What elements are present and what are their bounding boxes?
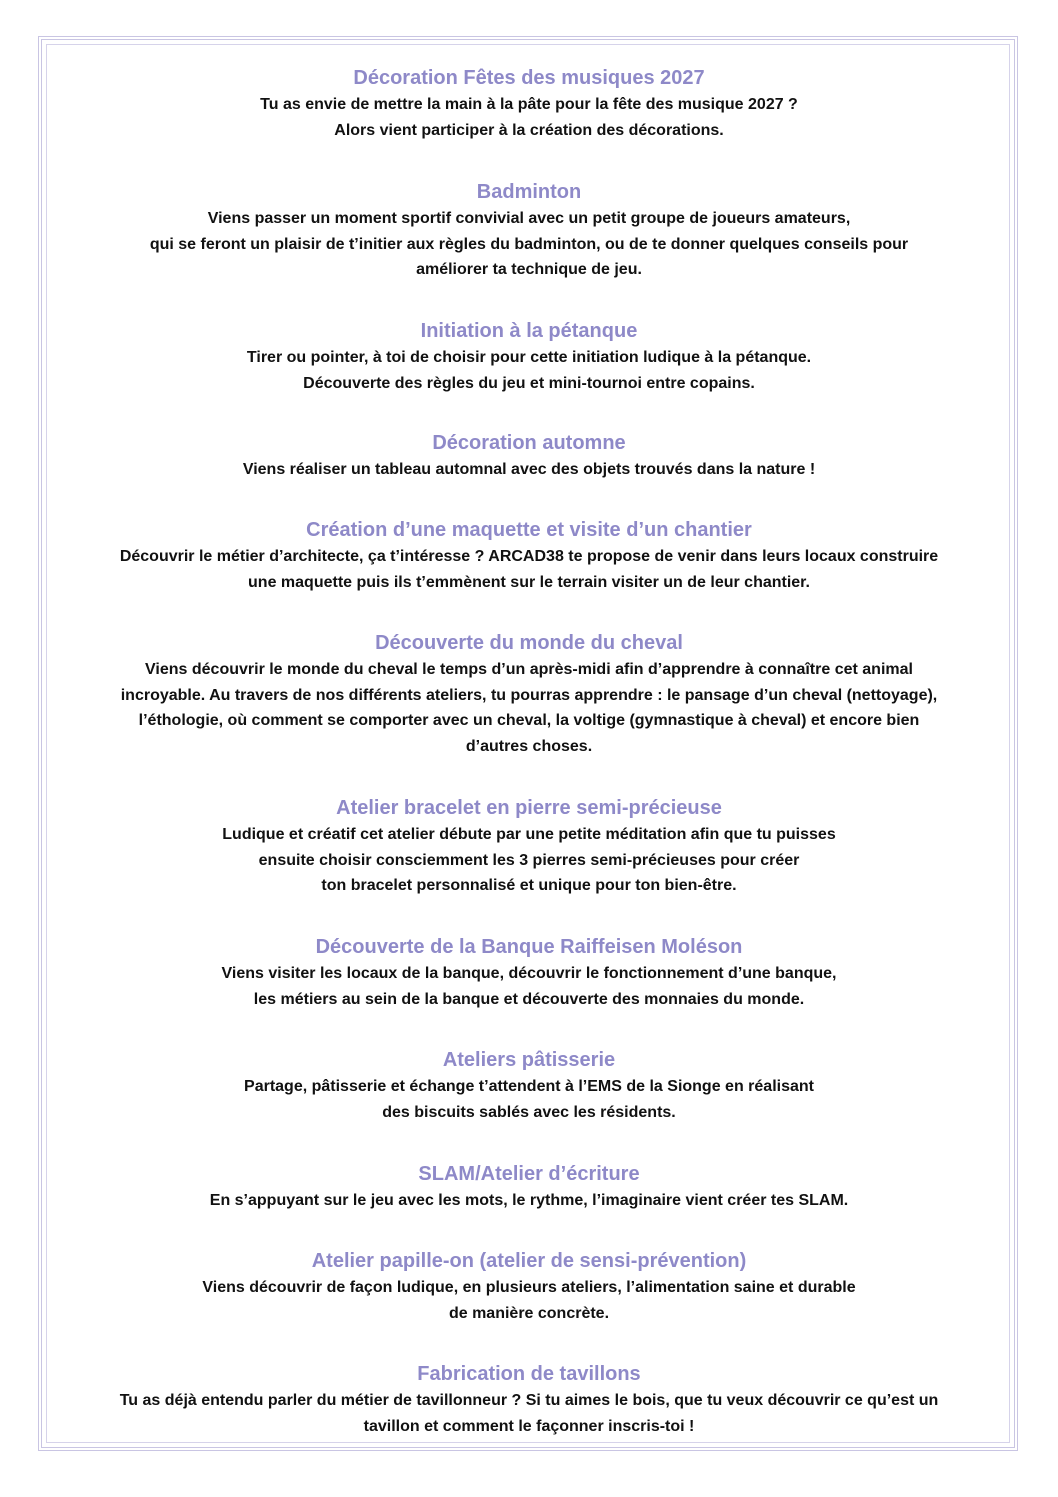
section-line: d’autres choses. [465, 737, 593, 755]
section-line: Viens découvrir le monde du cheval le temps d’un après-midi afin d’apprendre à connaître cet animal [145, 661, 913, 678]
section-body [46, 657, 1012, 759]
section-line: tavillon et comment le façonner inscris-toi ! [363, 1417, 695, 1435]
section-line: améliorer ta technique de jeu. [416, 261, 642, 278]
section-badminton [46, 178, 1012, 283]
section-line: Partage, pâtisserie et échange t’attendent à l’EMS de la Sionge en réalisant [244, 1078, 814, 1095]
section-line: incroyable. Au travers de nos différents ateliers, tu pourras apprendre : le pansage d’un cheval (nettoyage), [120, 686, 938, 704]
section-patisserie [46, 1046, 1012, 1125]
section-line: de manière concrète. [448, 1304, 610, 1322]
section-banque-raiffeisen [46, 933, 1012, 1012]
section-line: Ludique et créatif cet atelier débute par une petite méditation afin que tu puisses [222, 826, 836, 843]
section-monde-cheval [46, 629, 1012, 759]
section-line: Découverte des règles du jeu et mini-tournoi entre copains. [303, 374, 755, 392]
section-title: SLAM/Atelier d’écriture [418, 1163, 640, 1185]
section-body [46, 1388, 1012, 1439]
section-body [46, 822, 1012, 899]
section-line: Viens réaliser un tableau automnal avec des objets trouvés dans la nature ! [242, 461, 816, 478]
section-title: Fabrication de tavillons [417, 1363, 641, 1385]
section-line: les métiers au sein de la banque et découverte des monnaies du monde. [253, 990, 805, 1008]
section-slam [46, 1160, 1012, 1214]
section-bracelet-pierre [46, 794, 1012, 899]
section-title: Initiation à la pétanque [420, 320, 638, 342]
section-line: qui se feront un plaisir de t’initier aux règles du badminton, ou de te donner quelques conseils pour [149, 235, 909, 253]
section-body [46, 1188, 1012, 1214]
section-title: Découverte de la Banque Raiffeisen Moléson [315, 936, 743, 958]
section-title: Création d’une maquette et visite d’un chantier [306, 519, 752, 541]
section-line: Alors vient participer à la création des décorations. [334, 121, 724, 139]
section-line: ensuite choisir consciemment les 3 pierres semi-précieuses pour créer [258, 851, 800, 869]
section-body [46, 1275, 1012, 1326]
section-title: Ateliers pâtisserie [442, 1049, 616, 1071]
section-line: des biscuits sablés avec les résidents. [382, 1103, 676, 1121]
section-body [46, 1074, 1012, 1125]
section-body [46, 92, 1012, 143]
section-decoration-automne [46, 429, 1012, 483]
section-line: Tu as déjà entendu parler du métier de tavillonneur ? Si tu aimes le bois, que tu veux découvrir ce qu’est un [119, 1392, 939, 1409]
section-body [46, 544, 1012, 595]
section-title: Badminton [476, 181, 582, 203]
section-line: Viens passer un moment sportif convivial avec un petit groupe de joueurs amateurs, [207, 210, 851, 227]
section-line: En s’appuyant sur le jeu avec les mots, le rythme, l’imaginaire vient créer tes SLAM. [209, 1192, 849, 1209]
section-line: Viens visiter les locaux de la banque, découvrir le fonctionnement d’une banque, [221, 965, 837, 982]
section-petanque [46, 317, 1012, 396]
section-title: Atelier bracelet en pierre semi-précieuse [336, 797, 722, 819]
section-line: Tu as envie de mettre la main à la pâte pour la fête des musique 2027 ? [260, 96, 798, 113]
section-title: Décoration automne [432, 432, 626, 454]
section-line: Viens découvrir de façon ludique, en plusieurs ateliers, l’alimentation saine et durable [202, 1279, 856, 1296]
section-body [46, 457, 1012, 483]
section-papille-on [46, 1247, 1012, 1326]
section-body [46, 345, 1012, 396]
section-line: Découvrir le métier d’architecte, ça t’intéresse ? ARCAD38 te propose de venir dans leurs locaux construire [119, 548, 939, 565]
section-title: Atelier papille-on (atelier de sensi-prévention) [311, 1250, 747, 1272]
section-line: une maquette puis ils t’emmènent sur le terrain visiter un de leur chantier. [248, 573, 810, 591]
section-maquette-chantier [46, 516, 1012, 595]
section-title: Découverte du monde du cheval [375, 632, 683, 654]
section-body [46, 206, 1012, 283]
section-tavillons [46, 1360, 1012, 1439]
section-title: Décoration Fêtes des musiques 2027 [353, 67, 705, 89]
section-line: ton bracelet personnalisé et unique pour ton bien-être. [321, 877, 737, 894]
section-body [46, 961, 1012, 1012]
section-line: l’éthologie, où comment se comporter avec un cheval, la voltige (gymnastique à cheval) et encore bien [138, 712, 920, 729]
section-decoration-fete-musiques [46, 64, 1012, 143]
section-line: Tirer ou pointer, à toi de choisir pour cette initiation ludique à la pétanque. [246, 349, 812, 366]
